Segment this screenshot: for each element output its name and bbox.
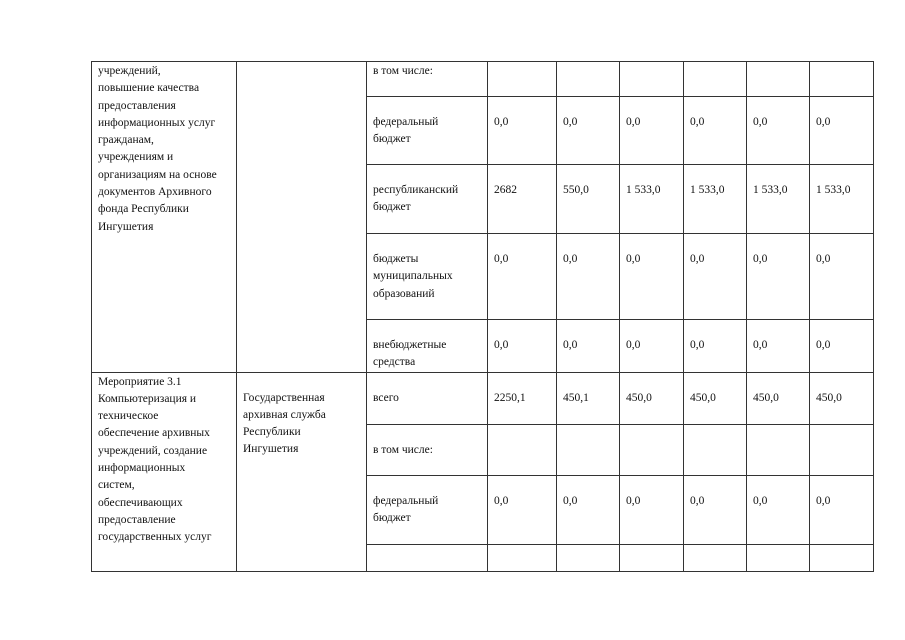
value-cell: 0,0: [684, 234, 747, 320]
value-cell: 1 533,0: [810, 165, 874, 234]
funding-source: бюджеты муниципальных образований: [367, 234, 488, 320]
table-row: [92, 372, 874, 424]
value-cell: 0,0: [810, 320, 874, 373]
value-cell: 0,0: [557, 234, 620, 320]
value-cell: 0,0: [620, 234, 684, 320]
value-cell: 0,0: [488, 234, 557, 320]
value-cell: 0,0: [684, 97, 747, 165]
value-cell: 0,0: [684, 475, 747, 544]
value-cell: [684, 62, 747, 97]
funding-source: [367, 544, 488, 571]
value-cell: 450,0: [684, 372, 747, 424]
value-cell: 0,0: [810, 475, 874, 544]
value-cell: 450,0: [810, 372, 874, 424]
value-cell: 450,0: [747, 372, 810, 424]
value-cell: [810, 544, 874, 571]
value-cell: 0,0: [620, 475, 684, 544]
executor-cell: Государственная архивная служба Республики Ингушетия: [237, 372, 367, 571]
value-cell: 0,0: [488, 320, 557, 373]
funding-source: федеральный бюджет: [367, 475, 488, 544]
budget-table: [91, 61, 874, 572]
executor-cell: [237, 62, 367, 373]
value-cell: 1 533,0: [747, 165, 810, 234]
value-cell: 0,0: [557, 320, 620, 373]
value-cell: 2682: [488, 165, 557, 234]
value-cell: [557, 62, 620, 97]
value-cell: 1 533,0: [620, 165, 684, 234]
value-cell: [747, 424, 810, 475]
value-cell: 0,0: [810, 234, 874, 320]
funding-source: в том числе:: [367, 62, 488, 97]
value-cell: [488, 424, 557, 475]
value-cell: [684, 544, 747, 571]
value-cell: [620, 424, 684, 475]
value-cell: [488, 62, 557, 97]
value-cell: 2250,1: [488, 372, 557, 424]
value-cell: [810, 62, 874, 97]
value-cell: [620, 544, 684, 571]
funding-source: республиканский бюджет: [367, 165, 488, 234]
table-row: [92, 62, 874, 97]
value-cell: 0,0: [620, 97, 684, 165]
value-cell: 1 533,0: [684, 165, 747, 234]
value-cell: 0,0: [620, 320, 684, 373]
value-cell: 0,0: [488, 475, 557, 544]
value-cell: 0,0: [557, 97, 620, 165]
value-cell: 0,0: [747, 97, 810, 165]
value-cell: [747, 544, 810, 571]
value-cell: 0,0: [810, 97, 874, 165]
value-cell: [747, 62, 810, 97]
measure-description: Мероприятие 3.1 Компьютеризация и техническое обеспечение архивных учреждений, создание информационных систем, обеспечивающих предоставление государственных услуг: [92, 372, 237, 571]
value-cell: 0,0: [684, 320, 747, 373]
value-cell: [684, 424, 747, 475]
funding-source: внебюджетные средства: [367, 320, 488, 373]
value-cell: [810, 424, 874, 475]
measure-description: учреждений, повышение качества предоставления информационных услуг гражданам, учреждениям и организациям на основе документов Архивного фонда Республики Ингушетия: [92, 62, 237, 373]
value-cell: [620, 62, 684, 97]
value-cell: [488, 544, 557, 571]
funding-source: всего: [367, 372, 488, 424]
value-cell: [557, 424, 620, 475]
value-cell: 0,0: [747, 475, 810, 544]
value-cell: 0,0: [488, 97, 557, 165]
value-cell: 0,0: [747, 320, 810, 373]
value-cell: 0,0: [747, 234, 810, 320]
value-cell: [557, 544, 620, 571]
value-cell: 450,1: [557, 372, 620, 424]
value-cell: 0,0: [557, 475, 620, 544]
funding-source: федеральный бюджет: [367, 97, 488, 165]
value-cell: 450,0: [620, 372, 684, 424]
funding-source: в том числе:: [367, 424, 488, 475]
value-cell: 550,0: [557, 165, 620, 234]
